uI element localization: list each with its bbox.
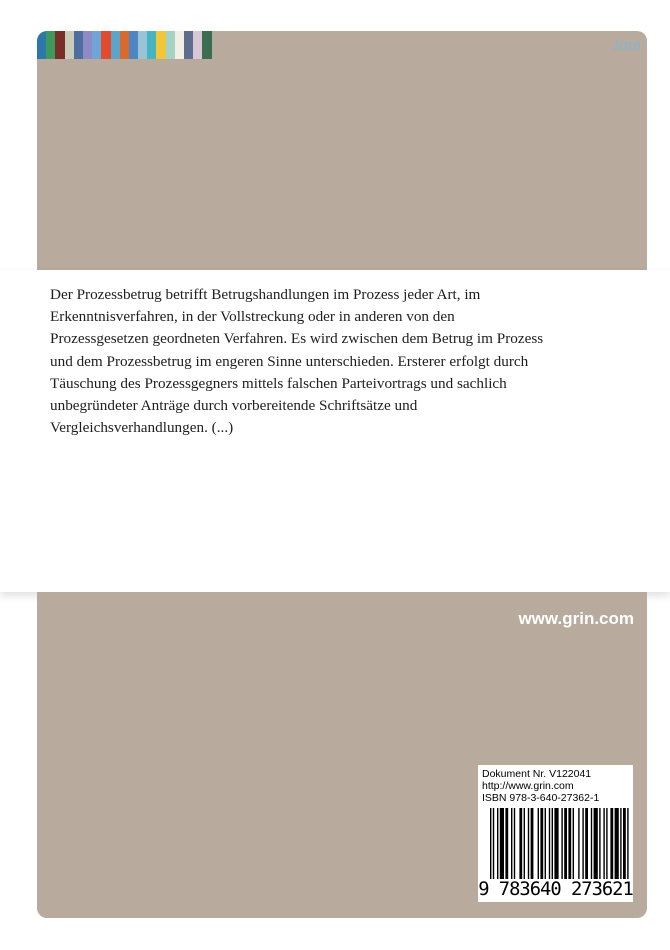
color-stripe bbox=[156, 31, 165, 59]
barcode-bar bbox=[511, 808, 512, 879]
color-stripe bbox=[65, 31, 74, 59]
category-label: Jura bbox=[611, 37, 641, 54]
barcode-bar bbox=[540, 808, 543, 879]
publisher-website: www.grin.com bbox=[518, 609, 634, 628]
color-stripe bbox=[202, 31, 211, 59]
barcode-bar bbox=[620, 808, 621, 879]
color-stripe bbox=[92, 31, 101, 59]
barcode-bar bbox=[554, 808, 558, 879]
color-stripe bbox=[147, 31, 156, 59]
color-stripe bbox=[138, 31, 147, 59]
barcode-bar bbox=[591, 808, 592, 879]
barcode-bar bbox=[538, 808, 539, 879]
color-stripe bbox=[193, 31, 202, 59]
color-stripes bbox=[37, 31, 221, 59]
document-number: Dokument Nr. V122041 bbox=[482, 768, 592, 780]
color-stripe bbox=[184, 31, 193, 59]
barcode-box bbox=[478, 765, 633, 902]
color-stripe bbox=[212, 31, 221, 59]
color-stripe bbox=[101, 31, 110, 59]
barcode-bar bbox=[615, 808, 619, 879]
color-stripe bbox=[175, 31, 184, 59]
barcode-bar bbox=[568, 808, 571, 879]
barcode-icon bbox=[490, 808, 630, 879]
barcode-bar bbox=[531, 808, 534, 879]
blurb-panel bbox=[0, 270, 670, 592]
barcode-bar bbox=[561, 808, 562, 879]
cover-bottom bbox=[37, 592, 647, 918]
color-stripe bbox=[74, 31, 83, 59]
barcode-bar bbox=[490, 808, 491, 879]
barcode-bar bbox=[493, 808, 494, 879]
barcode-bar bbox=[606, 808, 607, 879]
color-stripe bbox=[46, 31, 55, 59]
color-stripe bbox=[55, 31, 64, 59]
cover-top bbox=[37, 31, 647, 271]
color-stripe bbox=[111, 31, 120, 59]
isbn: ISBN 978-3-640-27362-1 bbox=[482, 792, 600, 804]
color-stripe bbox=[129, 31, 138, 59]
color-stripe bbox=[166, 31, 175, 59]
barcode-bar bbox=[500, 808, 504, 879]
barcode-bar bbox=[582, 808, 583, 879]
barcode-bar bbox=[564, 808, 567, 879]
color-stripe bbox=[83, 31, 92, 59]
color-stripe bbox=[37, 31, 46, 59]
publisher-url: http://www.grin.com bbox=[482, 780, 574, 792]
barcode-bar bbox=[573, 808, 574, 879]
color-stripe bbox=[120, 31, 129, 59]
barcode-bar bbox=[610, 808, 613, 879]
blurb-text: Der Prozessbetrug betrifft Betrugshandlungen im Prozess jeder Art, im Erkenntnisverfahren, in der Vollstreckung oder in anderen von den Prozessgesetzen geordneten Verfahren. Es wird zwischen dem Betrug im Prozess und dem Prozessbetrug im engeren Sinne unterschieden. Ersterer erfolgt durch Täuschung des Prozessgegners mittels falschen Parteivortrags und sachlich unbegründeter Anträge durch vorbereitende Schriftsätze und Vergleichsverhandlungen. (...) bbox=[50, 286, 544, 437]
barcode-bar bbox=[599, 808, 600, 879]
barcode-bar bbox=[578, 808, 579, 879]
barcode-bar bbox=[505, 808, 508, 879]
barcode-info bbox=[482, 768, 599, 804]
barcode-bar bbox=[603, 808, 604, 879]
barcode-bar bbox=[519, 808, 522, 879]
barcode-bar bbox=[585, 808, 588, 879]
barcode-bar bbox=[524, 808, 525, 879]
barcode-bar bbox=[552, 808, 553, 879]
barcode-bar bbox=[497, 808, 498, 879]
barcode-bar bbox=[545, 808, 546, 879]
barcode-bar bbox=[514, 808, 515, 879]
barcode-bar bbox=[623, 808, 626, 879]
barcode-bar bbox=[594, 808, 598, 879]
barcode-bar bbox=[549, 808, 550, 879]
barcode-bar bbox=[528, 808, 529, 879]
barcode-bar bbox=[627, 808, 628, 879]
barcode-digits: 9 783640 273621 bbox=[478, 879, 633, 900]
